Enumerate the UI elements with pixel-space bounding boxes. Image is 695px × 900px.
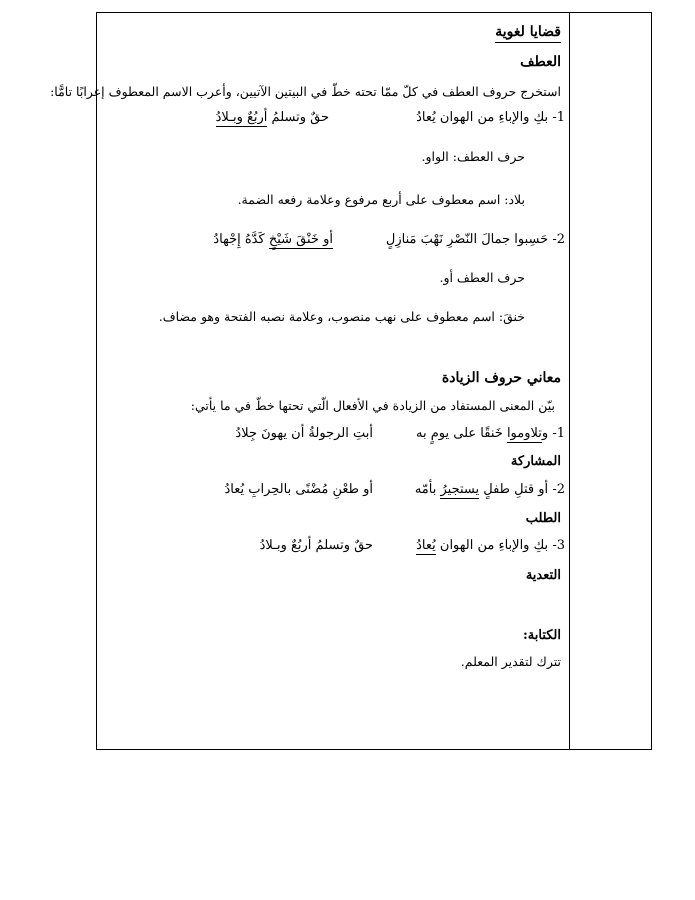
item1-first-underlined: تلاوموا — [506, 426, 542, 441]
item3-meaning: التعدية — [525, 568, 561, 583]
verse2-first-hemistich — [386, 231, 565, 249]
item2-second-hemistich: أو طعْنِ مُضْنًى بالحِرابِ يُعادُ — [224, 482, 373, 497]
ziyada-title: معاني حروف الزيادة — [441, 370, 561, 386]
verse1-number: 1- — [552, 110, 565, 125]
kitaba-title: الكتابة: — [522, 628, 561, 643]
answer2-letter: حرف العطف أو. — [439, 270, 525, 285]
column-divider — [569, 13, 570, 749]
answer1-parse: بلاد: اسم معطوف على أربع مرفوع وعلامة رفعه الضمة. — [237, 192, 525, 207]
atf-instruction: استخرج حروف العطف في كلّ ممّا تحته خطّ في البيتين الآتيين، وأعرب الاسم المعطوف إعرابًا تامًّا: — [50, 84, 561, 99]
item2-first-underlined: يستجيرُ — [440, 482, 480, 497]
verse2-second-plain: كَدَّهُ إِجْهادُ — [213, 232, 269, 247]
verse1-first-text: بكِ والإباءِ من الهوان يُعادُ — [416, 110, 549, 125]
kitaba-text: تترك لتقدير المعلم. — [460, 654, 561, 669]
item2-first-suffix: بأمّه — [414, 482, 441, 497]
item1-second-hemistich: أبتِ الرجولةُ أن يهونَ جِلادُ — [235, 426, 373, 441]
atf-title: العطف — [520, 54, 561, 70]
item2-meaning: الطلب — [525, 511, 561, 526]
item3-first-hemistich — [416, 537, 565, 555]
item1-number: 1- — [552, 426, 565, 441]
item2-number: 2- — [552, 482, 565, 497]
verse2-first-text: حَسِبوا جمالَ النّصْرِ نَهْبَ مَنازِلٍ — [385, 232, 549, 247]
verse1-second-underlined: أربُعٌ وبـلادُ — [215, 110, 268, 125]
answer2-parse: خنقَ: اسم معطوف على نهب منصوب، وعلامة نصبه الفتحة وهو مضاف. — [158, 309, 525, 324]
item2-first-prefix: أو قتلِ طفلٍ — [479, 482, 549, 497]
verse1-second-hemistich — [216, 109, 329, 127]
item1-first-suffix: خَنقًا على يومٍ به — [416, 426, 507, 441]
content-cell — [50, 13, 569, 749]
item3-number: 3- — [552, 538, 565, 553]
answer1-letter: حرف العطف: الواو. — [421, 149, 525, 164]
item3-second-hemistich: حقٌ وتسلمُ أربُعٌ وبـلادُ — [259, 538, 373, 553]
item1-first-hemistich — [416, 425, 565, 443]
verse2-second-underlined: أو خَنْقَ شَيْخٍ — [268, 232, 333, 247]
item1-meaning: المشاركة — [510, 454, 561, 469]
item3-first-underlined: يُعادُ — [416, 538, 436, 553]
verse2-second-hemistich — [213, 231, 333, 249]
ziyada-instruction: بيّن المعنى المستفاد من الزيادة في الأفعال الّتي تحتها خطّ في ما يأتي: — [190, 398, 555, 413]
main-heading: قضايا لغوية — [495, 23, 561, 43]
table-frame — [50, 12, 652, 750]
verse1-second-plain: حقٌ وتسلمُ — [267, 110, 329, 125]
verse1-first-hemistich — [416, 109, 565, 127]
verse2-number: 2- — [552, 232, 565, 247]
item2-first-hemistich — [415, 481, 565, 499]
item3-first-prefix: بكِ والإباءِ من الهوان — [435, 538, 549, 553]
item1-first-prefix: و — [541, 426, 549, 441]
